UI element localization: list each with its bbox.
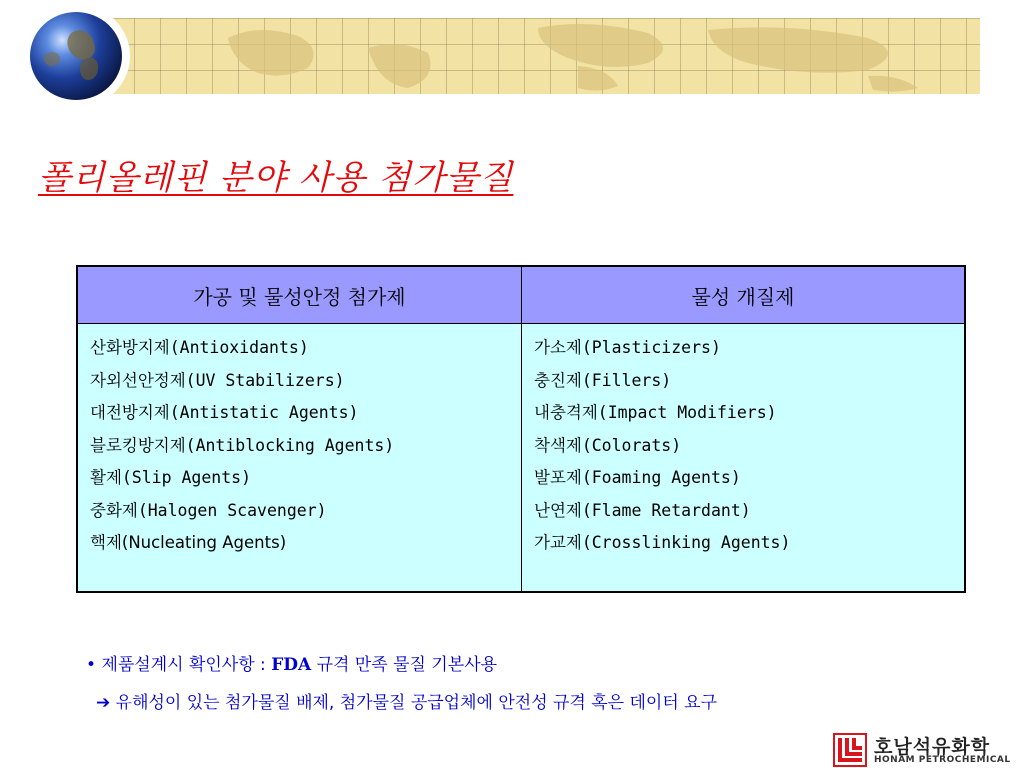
stabilizers-cell: [77, 324, 522, 593]
page-title: 폴리올레핀 분야 사용 첨가물질: [38, 158, 514, 198]
list-item: 내충격제(Impact Modifiers): [534, 403, 777, 422]
list-item: 블로킹방지제(Antiblocking Agents): [90, 435, 395, 455]
list-item: 가교제(Crosslinking Agents): [534, 533, 791, 552]
world-map-decoration: [108, 18, 980, 94]
arrow-right-icon: ➔: [96, 693, 111, 713]
additives-table: [76, 265, 966, 593]
list-item: 발포제(Foaming Agents): [534, 468, 741, 487]
list-item: 착색제(Colorats): [534, 435, 682, 455]
requirement-note-text: 유해성이 있는 첨가물질 배제, 첨가물질 공급업체에 안전성 규격 혹은 데이터 요구: [115, 693, 718, 713]
logo-subtitle: HONAM PETROCHEMICAL: [874, 755, 1011, 765]
logo-name: 호남석유화학: [874, 736, 991, 758]
honam-logo-icon: [832, 730, 868, 768]
list-item: 대전방지제(Antistatic Agents): [90, 403, 359, 422]
header-stabilizers: 가공 및 물성안정 첨가제: [77, 266, 522, 324]
design-note-prefix: 제품설계시 확인사항 :: [101, 655, 266, 675]
list-item: 핵제(Nucleating Agents): [90, 533, 287, 552]
header-modifiers: 물성 개질제: [522, 266, 966, 324]
design-note-suffix: 규격 만족 물질 기본사용: [316, 655, 498, 675]
list-item: 활제(Slip Agents): [90, 468, 252, 487]
modifiers-cell: [522, 324, 966, 593]
company-logo: [832, 730, 1024, 768]
list-item: 가소제(Plasticizers): [534, 338, 721, 357]
list-item: 난연제(Flame Retardant): [534, 500, 751, 520]
design-note-fda: FDA: [271, 655, 312, 675]
list-item: 중화제(Halogen Scavenger): [90, 500, 327, 520]
globe-icon: [30, 12, 122, 100]
header-banner-map: [108, 18, 980, 94]
list-item: 자외선안정제(UV Stabilizers): [90, 370, 345, 390]
list-item: 충진제(Fillers): [534, 370, 672, 390]
bullet-icon: •: [86, 655, 97, 675]
list-item: 산화방지제(Antioxidants): [90, 338, 309, 357]
requirement-note: [96, 688, 717, 713]
design-note: [86, 650, 497, 675]
